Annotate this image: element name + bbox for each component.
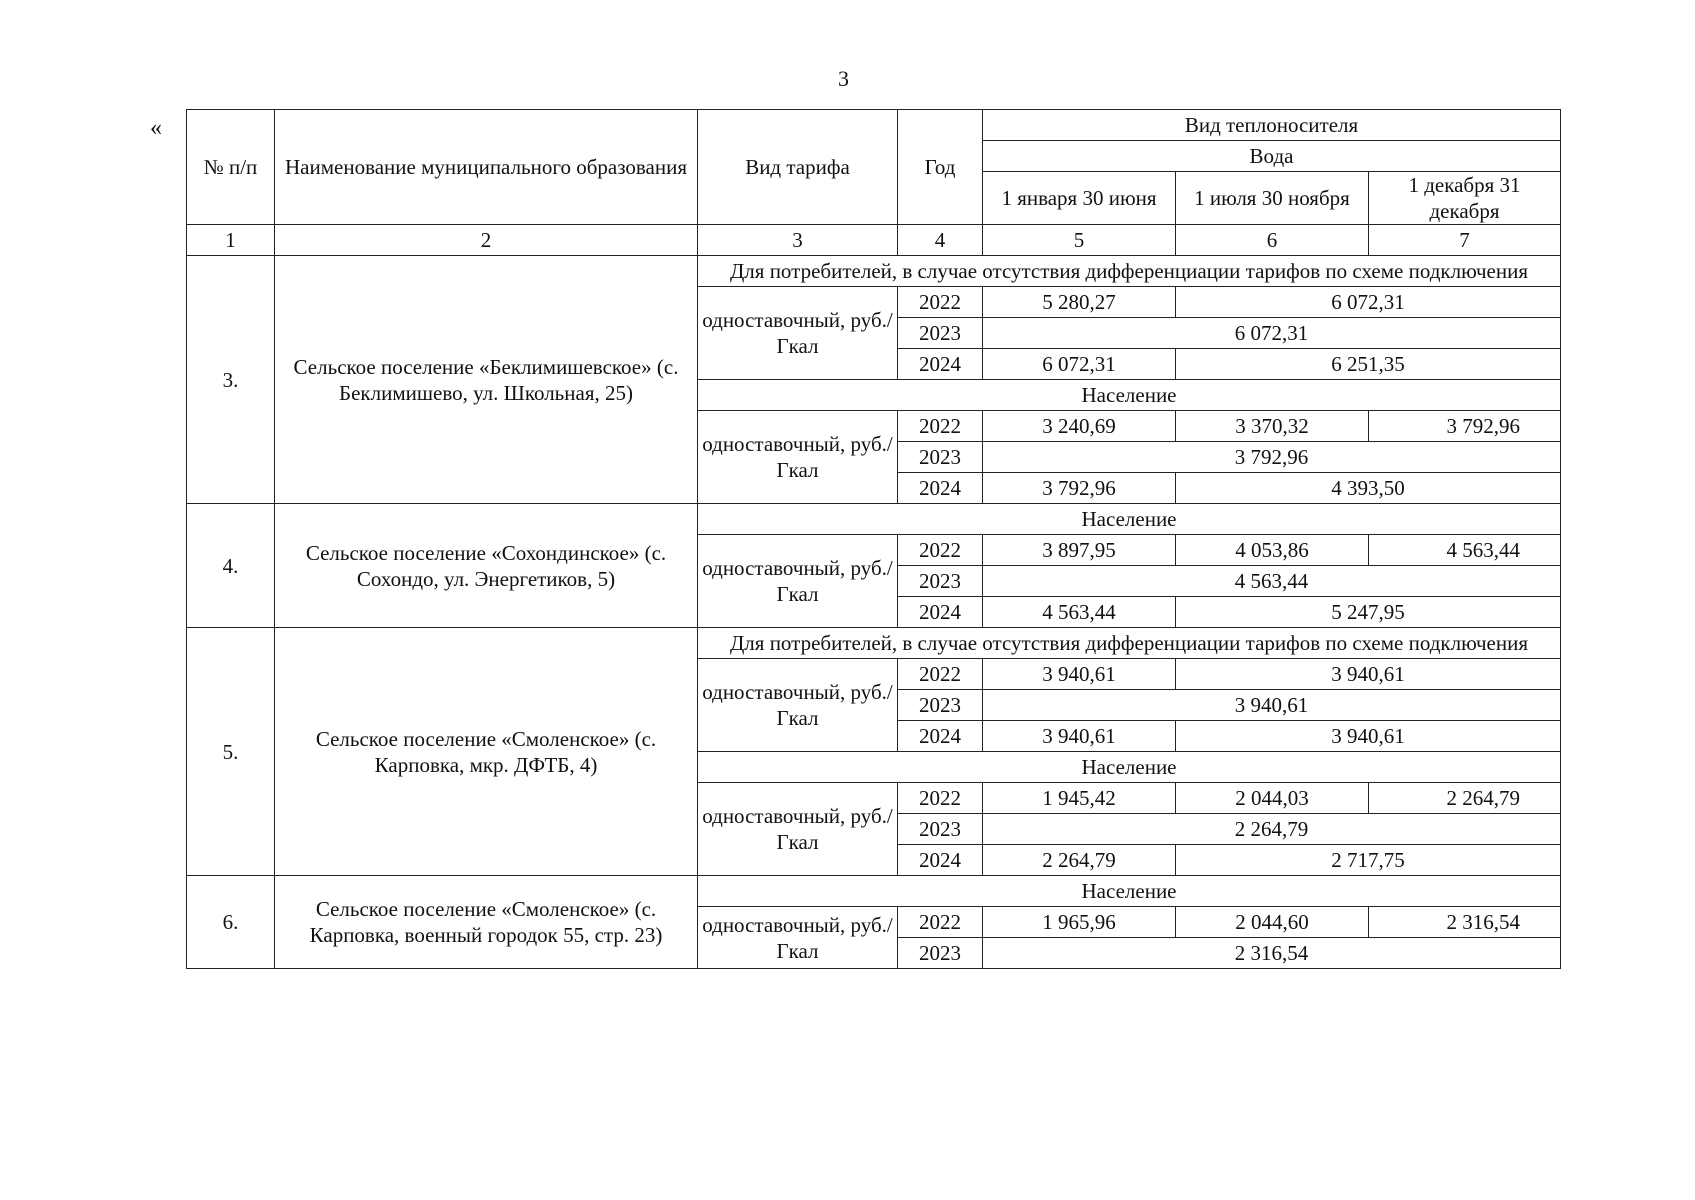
municipality-name: Сельское поселение «Смоленское» (с. Карповка, мкр. ДФТБ, 4): [275, 628, 698, 876]
value-cell: 2 264,79: [983, 845, 1176, 876]
tariff-type-cell: одноставочный, руб./Гкал: [698, 907, 898, 969]
tariff-type-cell: одноставочный, руб./Гкал: [698, 783, 898, 876]
value-cell: 6 072,31: [983, 318, 1561, 349]
value-cell: 1 945,42: [983, 783, 1176, 814]
column-number: 7: [1369, 225, 1561, 256]
value-cell: 3 940,61: [1176, 659, 1561, 690]
year-cell: 2023: [898, 566, 983, 597]
value-cell: 3 940,61: [983, 659, 1176, 690]
value-cell: 4 563,44: [1369, 535, 1561, 566]
header-period-2: 1 июля 30 ноября: [1176, 172, 1369, 225]
year-cell: 2023: [898, 690, 983, 721]
row-number: 3.: [187, 256, 275, 504]
year-cell: 2023: [898, 814, 983, 845]
value-cell: 2 044,03: [1176, 783, 1369, 814]
value-cell: 4 393,50: [1176, 473, 1561, 504]
table-row: [187, 628, 1561, 659]
value-cell: 5 280,27: [983, 287, 1176, 318]
value-cell: 5 247,95: [1176, 597, 1561, 628]
year-cell: 2024: [898, 597, 983, 628]
row-number: 6.: [187, 876, 275, 969]
column-number: 6: [1176, 225, 1369, 256]
year-cell: 2022: [898, 783, 983, 814]
municipality-name: Сельское поселение «Сохондинское» (с. Сохондо, ул. Энергетиков, 5): [275, 504, 698, 628]
year-cell: 2024: [898, 845, 983, 876]
column-number: 4: [898, 225, 983, 256]
tariff-type-cell: одноставочный, руб./Гкал: [698, 411, 898, 504]
section-population: Население: [698, 752, 1561, 783]
year-cell: 2024: [898, 349, 983, 380]
value-cell: 2 316,54: [1369, 907, 1561, 938]
table-row: [187, 256, 1561, 287]
header-tariff-type: Вид тарифа: [698, 110, 898, 225]
value-cell: 2 264,79: [983, 814, 1561, 845]
year-cell: 2023: [898, 442, 983, 473]
header-name: Наименование муниципального образования: [275, 110, 698, 225]
row-number: 5.: [187, 628, 275, 876]
year-cell: 2024: [898, 721, 983, 752]
section-population: Население: [698, 504, 1561, 535]
value-cell: 3 240,69: [983, 411, 1176, 442]
header-period-3: 1 декабря 31 декабря: [1369, 172, 1561, 225]
value-cell: 4 563,44: [983, 566, 1561, 597]
value-cell: 2 044,60: [1176, 907, 1369, 938]
year-cell: 2023: [898, 318, 983, 349]
column-number-row: [187, 225, 1561, 256]
value-cell: 4 053,86: [1176, 535, 1369, 566]
section-consumers: Для потребителей, в случае отсутствия дифференциации тарифов по схеме подключения: [698, 256, 1561, 287]
value-cell: 3 897,95: [983, 535, 1176, 566]
tariff-table: [186, 109, 1561, 969]
value-cell: 1 965,96: [983, 907, 1176, 938]
header-period-1: 1 января 30 июня: [983, 172, 1176, 225]
value-cell: 2 264,79: [1369, 783, 1561, 814]
year-cell: 2022: [898, 907, 983, 938]
table-row: [187, 504, 1561, 535]
header-row-1: [187, 110, 1561, 141]
value-cell: 3 940,61: [1176, 721, 1561, 752]
column-number: 5: [983, 225, 1176, 256]
column-number: 1: [187, 225, 275, 256]
municipality-name: Сельское поселение «Смоленское» (с. Карповка, военный городок 55, стр. 23): [275, 876, 698, 969]
opening-quote-mark: «: [150, 115, 162, 141]
year-cell: 2022: [898, 535, 983, 566]
value-cell: 6 251,35: [1176, 349, 1561, 380]
value-cell: 4 563,44: [983, 597, 1176, 628]
year-cell: 2022: [898, 659, 983, 690]
tariff-type-cell: одноставочный, руб./Гкал: [698, 659, 898, 752]
value-cell: 3 370,32: [1176, 411, 1369, 442]
value-cell: 6 072,31: [1176, 287, 1561, 318]
column-number: 2: [275, 225, 698, 256]
column-number: 3: [698, 225, 898, 256]
table-row: [187, 876, 1561, 907]
section-population: Население: [698, 876, 1561, 907]
value-cell: 3 792,96: [983, 442, 1561, 473]
row-number: 4.: [187, 504, 275, 628]
tariff-type-cell: одноставочный, руб./Гкал: [698, 287, 898, 380]
value-cell: 3 940,61: [983, 690, 1561, 721]
value-cell: 3 940,61: [983, 721, 1176, 752]
year-cell: 2022: [898, 411, 983, 442]
value-cell: 2 717,75: [1176, 845, 1561, 876]
header-carrier-type: Вид теплоносителя: [983, 110, 1561, 141]
header-water: Вода: [983, 141, 1561, 172]
value-cell: 3 792,96: [983, 473, 1176, 504]
page-number: 3: [838, 66, 849, 91]
year-cell: 2022: [898, 287, 983, 318]
header-year: Год: [898, 110, 983, 225]
header-num: № п/п: [187, 110, 275, 225]
year-cell: 2024: [898, 473, 983, 504]
value-cell: 6 072,31: [983, 349, 1176, 380]
section-consumers: Для потребителей, в случае отсутствия дифференциации тарифов по схеме подключения: [698, 628, 1561, 659]
municipality-name: Сельское поселение «Беклимишевское» (с. Беклимишево, ул. Школьная, 25): [275, 256, 698, 504]
year-cell: 2023: [898, 938, 983, 969]
section-population: Население: [698, 380, 1561, 411]
value-cell: 2 316,54: [983, 938, 1561, 969]
tariff-type-cell: одноставочный, руб./Гкал: [698, 535, 898, 628]
value-cell: 3 792,96: [1369, 411, 1561, 442]
